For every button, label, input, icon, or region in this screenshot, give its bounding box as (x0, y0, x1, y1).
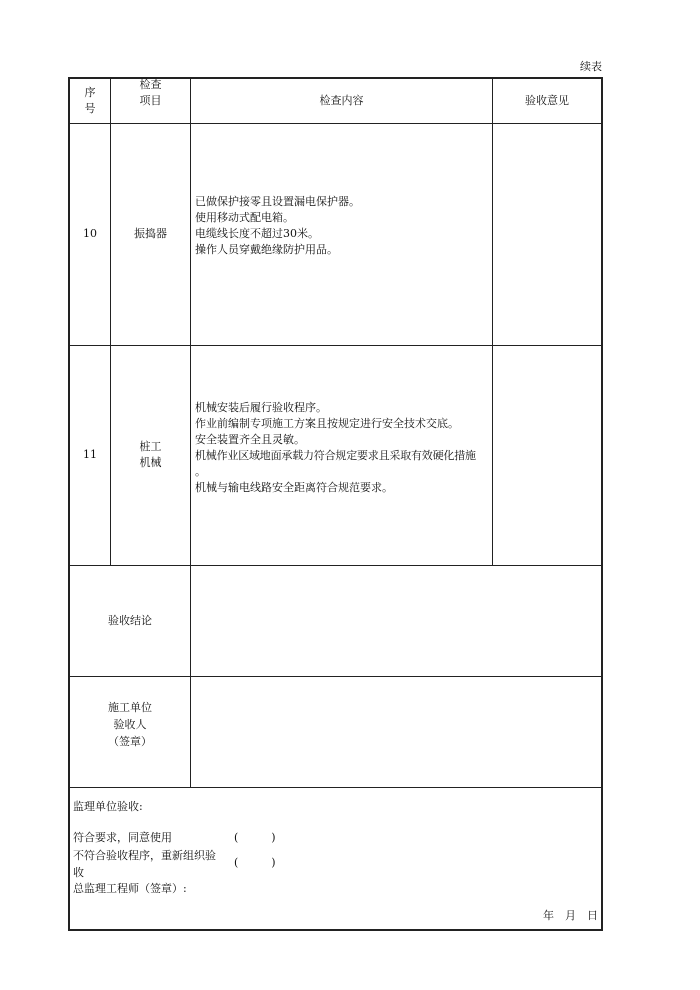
row-10-seq: 10 (83, 227, 97, 240)
header-opinion: 验收意见 (525, 94, 569, 107)
continued-label: 续表 (580, 60, 602, 73)
row-11-item: 桩工 机械 (139, 440, 162, 469)
row-11-seq: 11 (83, 448, 97, 461)
row-divider-10 (68, 345, 603, 346)
col-divider-content (492, 77, 493, 565)
option-approve-checkbox[interactable]: ( ) (234, 831, 276, 844)
col-divider-seq (110, 77, 111, 565)
conclusion-label: 验收结论 (108, 614, 152, 627)
option-reject: 不符合验收程序，重新组织验 收 (73, 849, 216, 879)
contractor-label: 施工单位 验收人 （签章） (108, 701, 152, 748)
row-10-item: 振捣器 (134, 227, 167, 240)
chief-engineer-signature: 总监理工程师（签章）: (73, 882, 187, 895)
col-divider-item (190, 77, 191, 787)
row-10-content: 已做保护接零且设置漏电保护器。 使用移动式配电箱。 电缆线长度不超过30米。 操作人员穿戴绝缘防护用品。 (195, 195, 360, 256)
row-11-content: 机械安装后履行验收程序。 作业前编制专项施工方案且按规定进行安全技术交底。 安全装置齐全且灵敏。 机械作业区域地面承载力符合规定要求且采取有效硬化措施 。 机械与输电线路安全距离符合规范要求。 (195, 401, 476, 494)
header-content: 检查内容 (319, 94, 364, 107)
header-item: 检查 项目 (139, 78, 162, 107)
row-divider-11 (68, 565, 603, 566)
conclusion-divider (68, 676, 603, 677)
option-approve: 符合要求，同意使用 (73, 831, 172, 844)
header-seq: 序 号 (84, 86, 96, 115)
sign-date: 年 月 日 (543, 909, 598, 922)
contractor-divider (68, 787, 603, 788)
header-divider (68, 123, 603, 124)
supervision-title: 监理单位验收: (73, 800, 143, 813)
option-reject-checkbox[interactable]: ( ) (234, 856, 276, 869)
